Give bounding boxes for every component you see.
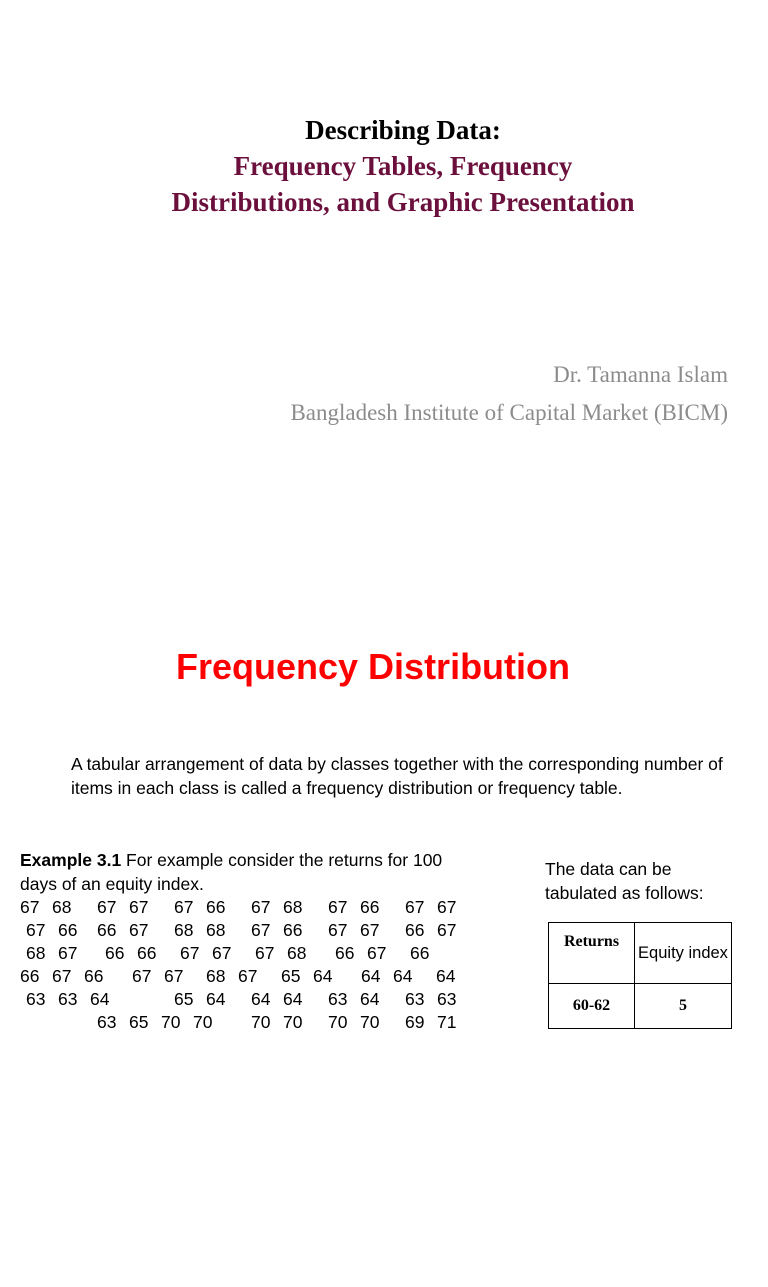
data-value: 63	[97, 1012, 117, 1032]
data-value: 68	[287, 943, 307, 963]
example-intro	[20, 849, 480, 896]
data-value: 67	[437, 920, 457, 940]
data-value: 67	[405, 897, 425, 917]
title-line-3: Distributions, and Graphic Presentation	[171, 187, 635, 217]
table-row	[549, 984, 732, 1029]
data-row	[0, 942, 430, 965]
author-institution: Bangladesh Institute of Capital Market (BICM)	[290, 400, 728, 425]
data-value: 70	[193, 1012, 213, 1032]
data-value: 66	[20, 966, 40, 986]
data-value: 63	[58, 989, 78, 1009]
data-value: 70	[161, 1012, 181, 1032]
data-value: 67	[174, 897, 194, 917]
data-value: 67	[26, 920, 46, 940]
data-row	[0, 965, 456, 988]
header-equity-index: Equity index	[635, 923, 732, 984]
cell-returns: 60-62	[549, 984, 635, 1029]
data-value: 67	[129, 920, 149, 940]
data-value: 70	[251, 1012, 271, 1032]
data-value: 68	[206, 920, 226, 940]
data-value: 66	[283, 920, 303, 940]
data-value: 63	[328, 989, 348, 1009]
title-line-2: Frequency Tables, Frequency	[233, 151, 573, 181]
data-value: 64	[206, 989, 226, 1009]
data-value: 63	[437, 989, 457, 1009]
data-value: 66	[410, 943, 430, 963]
data-value: 68	[174, 920, 194, 940]
data-row	[0, 988, 457, 1011]
data-value: 71	[437, 1012, 457, 1032]
data-value: 68	[283, 897, 303, 917]
data-value: 65	[129, 1012, 149, 1032]
data-value: 64	[393, 966, 413, 986]
data-value: 67	[238, 966, 258, 986]
data-value: 64	[436, 966, 456, 986]
data-value: 66	[97, 920, 117, 940]
data-value: 67	[367, 943, 387, 963]
data-value: 67	[437, 897, 457, 917]
data-value: 64	[313, 966, 333, 986]
data-value: 68	[52, 897, 72, 917]
data-value: 70	[283, 1012, 303, 1032]
data-value: 68	[206, 966, 226, 986]
data-value: 63	[405, 989, 425, 1009]
title-line-1: Describing Data:	[305, 115, 501, 145]
data-value: 64	[90, 989, 110, 1009]
slide-title: Frequency Distribution	[175, 646, 571, 687]
data-value: 67	[52, 966, 72, 986]
data-value: 67	[58, 943, 78, 963]
data-row	[0, 896, 457, 919]
data-value: 67	[360, 920, 380, 940]
data-row	[0, 919, 457, 942]
tabulate-note: The data can be tabulated as follows:	[545, 859, 704, 903]
data-value: 67	[212, 943, 232, 963]
author-name: Dr. Tamanna Islam	[553, 362, 728, 387]
data-value: 66	[360, 897, 380, 917]
data-value: 66	[206, 897, 226, 917]
data-value: 64	[283, 989, 303, 1009]
data-value: 65	[174, 989, 194, 1009]
data-value: 65	[281, 966, 301, 986]
data-value: 66	[405, 920, 425, 940]
author-block	[290, 356, 728, 432]
example-label: Example 3.1	[20, 850, 122, 870]
data-value: 63	[26, 989, 46, 1009]
example-text: For example consider the returns for 100 days of an equity index.	[20, 850, 443, 894]
data-value: 66	[58, 920, 78, 940]
data-value: 64	[360, 989, 380, 1009]
frequency-table	[548, 922, 732, 1029]
cell-equity-index: 5	[635, 984, 732, 1029]
data-value: 67	[129, 897, 149, 917]
data-value: 67	[132, 966, 152, 986]
data-value: 64	[251, 989, 271, 1009]
data-value: 67	[20, 897, 40, 917]
data-value: 69	[405, 1012, 425, 1032]
header-returns: Returns	[549, 923, 635, 984]
data-value: 70	[360, 1012, 380, 1032]
data-value: 68	[26, 943, 46, 963]
data-value: 67	[164, 966, 184, 986]
data-value: 66	[84, 966, 104, 986]
data-value: 66	[335, 943, 355, 963]
data-value: 67	[97, 897, 117, 917]
data-value: 66	[137, 943, 157, 963]
data-value: 64	[361, 966, 381, 986]
data-value: 67	[328, 897, 348, 917]
data-value: 67	[251, 920, 271, 940]
data-value: 67	[180, 943, 200, 963]
data-row	[0, 1011, 457, 1034]
table-header-row	[549, 923, 732, 984]
title-block	[0, 112, 768, 220]
definition-text: A tabular arrangement of data by classes together with the corresponding number of items in each class is called a frequency distribution or frequency table.	[71, 754, 723, 798]
data-value: 70	[328, 1012, 348, 1032]
data-value: 67	[328, 920, 348, 940]
data-value: 66	[105, 943, 125, 963]
data-value: 67	[255, 943, 275, 963]
data-value: 67	[251, 897, 271, 917]
